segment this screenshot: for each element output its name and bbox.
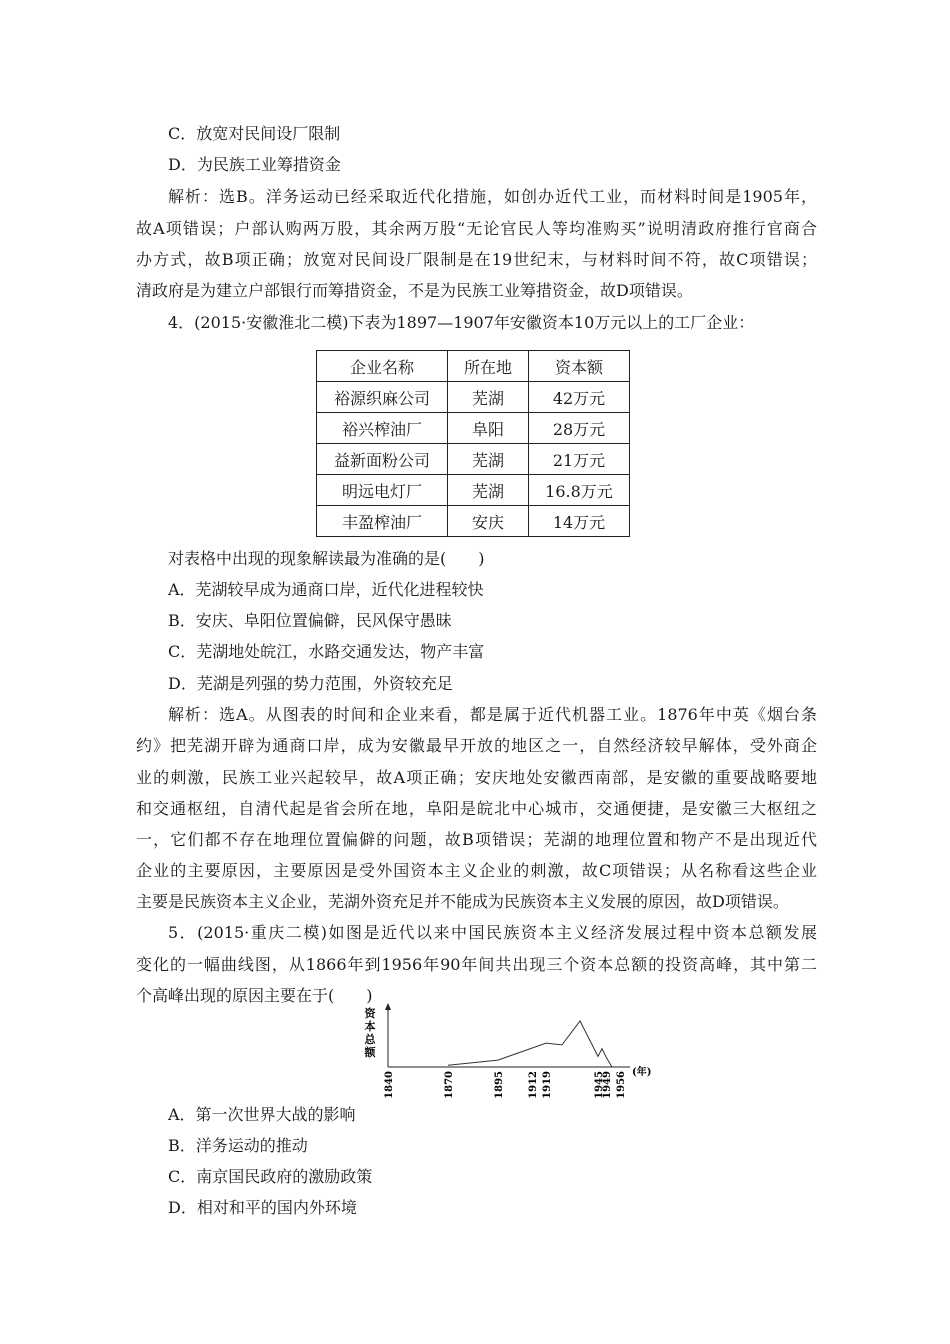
q4-option-a: A．芜湖较早成为通商口岸，近代化进程较快 (168, 580, 484, 599)
y-axis-label-char: 额 (364, 1046, 376, 1059)
q5-option-a: A．第一次世界大战的影响 (168, 1105, 356, 1124)
table-cell: 14万元 (529, 506, 630, 537)
q3-option-d: D．为民族工业筹措资金 (168, 155, 341, 174)
q3-analysis-line-1: 解析：选B。洋务运动已经采取近代化措施，如创办近代工业，而材料时间是1905年， (168, 187, 817, 206)
x-axis-label: (年) (632, 1067, 652, 1078)
table-cell: 阜阳 (448, 413, 529, 444)
q3-analysis-line-3: 办方式，故B项正确；放宽对民间设厂限制是在19世纪末，与材料时间不符，故C项错误； (136, 250, 817, 269)
q5-stem-line-1: 5．(2015·重庆二模)如图是近代以来中国民族资本主义经济发展过程中资本总额发展 (168, 923, 817, 942)
x-tick-label: 1949 (602, 1071, 613, 1099)
table-cell: 明远电灯厂 (317, 475, 448, 506)
x-tick-label: 1919 (542, 1071, 553, 1099)
table-cell: 芜湖 (448, 475, 529, 506)
y-axis-label-char: 本 (364, 1020, 376, 1033)
q4-option-b: B．安庆、阜阳位置偏僻，民风保守愚昧 (168, 611, 452, 630)
capital-line-chart (350, 1003, 652, 1103)
q4-analysis-line-7: 主要是民族资本主义企业，芜湖外资充足并不能成为民族资本主义发展的原因，故D项错误。 (136, 892, 789, 911)
q4-analysis-line-5: 一，它们都不存在地理位置偏僻的问题，故B项错误；芜湖的地理位置和物产不是出现近代 (136, 830, 817, 849)
table-cell: 丰盈榨油厂 (317, 506, 448, 537)
table-cell: 安庆 (448, 506, 529, 537)
table-cell: 芜湖 (448, 382, 529, 413)
table-cell: 16.8万元 (529, 475, 630, 506)
x-tick-label: 1840 (384, 1071, 395, 1099)
x-tick-label: 1945 (594, 1071, 605, 1099)
table-cell: 28万元 (529, 413, 630, 444)
x-tick-label: 1956 (616, 1071, 627, 1099)
table-cell: 益新面粉公司 (317, 444, 448, 475)
table-header-cell: 企业名称 (317, 351, 448, 382)
enterprise-table (316, 350, 630, 537)
q3-analysis-line-4: 清政府是为建立户部银行而筹措资金，不是为民族工业筹措资金，故D项错误。 (136, 281, 693, 300)
q4-analysis-line-2: 约》把芜湖开辟为通商口岸，成为安徽最早开放的地区之一，自然经济较早解体，受外商企 (136, 736, 817, 755)
y-axis-label-char: 资 (364, 1007, 376, 1020)
q3-analysis-line-2: 故A项错误；户部认购两万股，其余两万股“无论官民人等均准购买”说明清政府推行官商合 (136, 219, 817, 238)
x-tick-label: 1895 (494, 1071, 505, 1099)
table-cell: 芜湖 (448, 444, 529, 475)
table-cell: 42万元 (529, 382, 630, 413)
q3-option-c: C．放宽对民间设厂限制 (168, 124, 341, 143)
table-row (317, 413, 630, 444)
table-cell: 裕源织麻公司 (317, 382, 448, 413)
x-tick-label: 1870 (444, 1071, 455, 1099)
q5-option-c: C．南京国民政府的激励政策 (168, 1167, 373, 1186)
q4-analysis-line-6: 企业的主要原因，主要原因是受外国资本主义企业的刺激，故C项错误；从名称看这些企业 (136, 861, 817, 880)
table-row (317, 382, 630, 413)
table-header-cell: 资本额 (529, 351, 630, 382)
table-header-row (317, 351, 630, 382)
q5-option-d: D．相对和平的国内外环境 (168, 1198, 357, 1217)
q5-stem-line-2: 变化的一幅曲线图，从1866年到1956年90年间共出现三个资本总额的投资高峰，其中第二 (136, 955, 817, 974)
q4-option-c: C．芜湖地处皖江，水路交通发达，物产丰富 (168, 642, 485, 661)
q5-option-b: B．洋务运动的推动 (168, 1136, 308, 1155)
table-cell: 21万元 (529, 444, 630, 475)
x-tick-label: 1912 (528, 1071, 539, 1099)
table-row (317, 506, 630, 537)
table-header-cell: 所在地 (448, 351, 529, 382)
q4-stem: 4．(2015·安徽淮北二模)下表为1897—1907年安徽资本10万元以上的工厂企业： (168, 313, 755, 332)
q4-analysis-line-4: 和交通枢纽，自清代起是省会所在地，阜阳是皖北中心城市，交通便捷，是安徽三大枢纽之 (136, 799, 817, 818)
q4-option-d: D．芜湖是列强的势力范围，外资较充足 (168, 674, 453, 693)
y-axis-label-char: 总 (364, 1033, 376, 1046)
q5-stem-line-3: 个高峰出现的原因主要在于( ) (136, 986, 373, 1005)
y-axis-arrow (385, 1003, 391, 1010)
q4-question: 对表格中出现的现象解读最为准确的是( ) (168, 549, 485, 568)
table-cell: 裕兴榨油厂 (317, 413, 448, 444)
table-row (317, 475, 630, 506)
q4-analysis-line-1: 解析：选A。从图表的时间和企业来看，都是属于近代机器工业。1876年中英《烟台条 (168, 705, 817, 724)
series-line-capital (448, 1021, 612, 1067)
q4-analysis-line-3: 业的刺激，民族工业兴起较早，故A项正确；安庆地处安徽西南部，是安徽的重要战略要地 (136, 768, 817, 787)
table-row (317, 444, 630, 475)
